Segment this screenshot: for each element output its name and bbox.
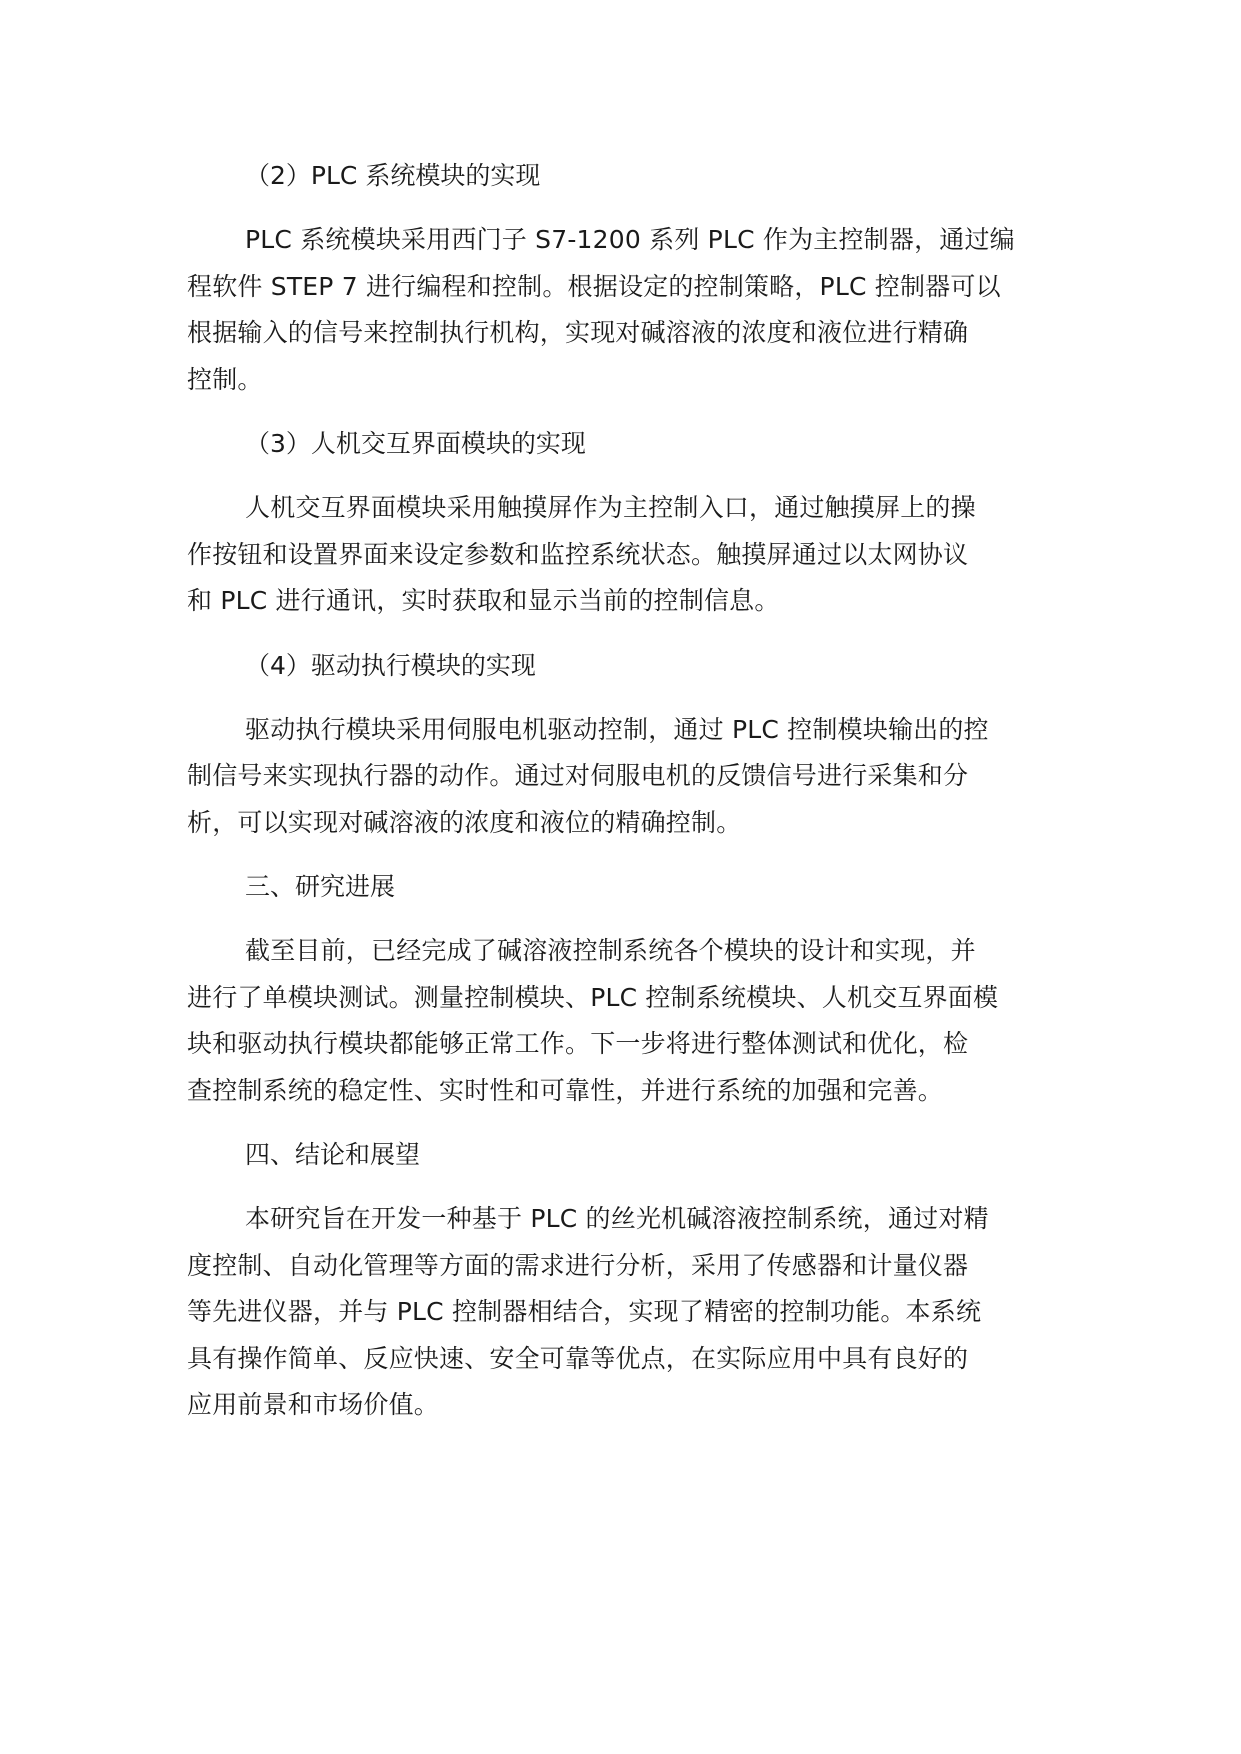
section-heading-drive-module: （4）驱动执行模块的实现 — [245, 650, 536, 680]
text-line: 度控制、自动化管理等方面的需求进行分析，采用了传感器和计量仪器 — [187, 1250, 969, 1280]
text-line: 截至目前，已经完成了碱溶液控制系统各个模块的设计和实现，并 — [245, 936, 976, 965]
text-line: 根据输入的信号来控制执行机构，实现对碱溶液的浓度和液位进行精确 — [187, 318, 969, 347]
text-line: 具有操作简单、反应快速、安全可靠等优点，在实际应用中具有良好的 — [187, 1343, 969, 1373]
section-heading-conclusion: 四、结论和展望 — [245, 1140, 421, 1169]
document-page — [187, 153, 1057, 1447]
paragraph-hmi-module — [187, 485, 1057, 625]
paragraph-drive-module — [187, 707, 1057, 847]
text-line: 析，可以实现对碱溶液的浓度和液位的精确控制。 — [187, 807, 742, 837]
text-line: 应用前景和市场价值。 — [187, 1390, 440, 1419]
text-line: 查控制系统的稳定性、实时性和可靠性，并进行系统的加强和完善。 — [187, 1075, 944, 1105]
paragraph-plc-module — [187, 217, 1057, 403]
text-line: PLC 系统模块采用西门子 S7-1200 系列 PLC 作为主控制器，通过编 — [245, 225, 1015, 254]
text-line: 程软件 STEP 7 进行编程和控制。根据设定的控制策略，PLC 控制器可以 — [187, 271, 1001, 301]
section-heading-plc-module: （2）PLC 系统模块的实现 — [245, 161, 541, 190]
text-line: 和 PLC 进行通讯，实时获取和显示当前的控制信息。 — [187, 586, 780, 615]
section-heading-research-progress: 三、研究进展 — [245, 872, 396, 901]
section-heading-hmi-module: （3）人机交互界面模块的实现 — [245, 429, 586, 458]
paragraph-conclusion — [187, 1196, 1057, 1429]
text-line: 等先进仪器，并与 PLC 控制器相结合，实现了精密的控制功能。本系统 — [187, 1297, 982, 1326]
paragraph-research-progress — [187, 928, 1057, 1114]
text-line: 作按钮和设置界面来设定参数和监控系统状态。触摸屏通过以太网协议 — [187, 539, 969, 569]
text-line: 块和驱动执行模块都能够正常工作。下一步将进行整体测试和优化，检 — [187, 1029, 969, 1058]
text-line: 本研究旨在开发一种基于 PLC 的丝光机碱溶液控制系统，通过对精 — [245, 1204, 989, 1233]
text-line: 制信号来实现执行器的动作。通过对伺服电机的反馈信号进行采集和分 — [187, 761, 969, 790]
text-line: 驱动执行模块采用伺服电机驱动控制，通过 PLC 控制模块输出的控 — [245, 714, 989, 744]
text-line: 进行了单模块测试。测量控制模块、PLC 控制系统模块、人机交互界面模 — [187, 982, 999, 1012]
text-line: 控制。 — [187, 364, 263, 394]
text-line: 人机交互界面模块采用触摸屏作为主控制入口，通过触摸屏上的操 — [245, 493, 976, 522]
